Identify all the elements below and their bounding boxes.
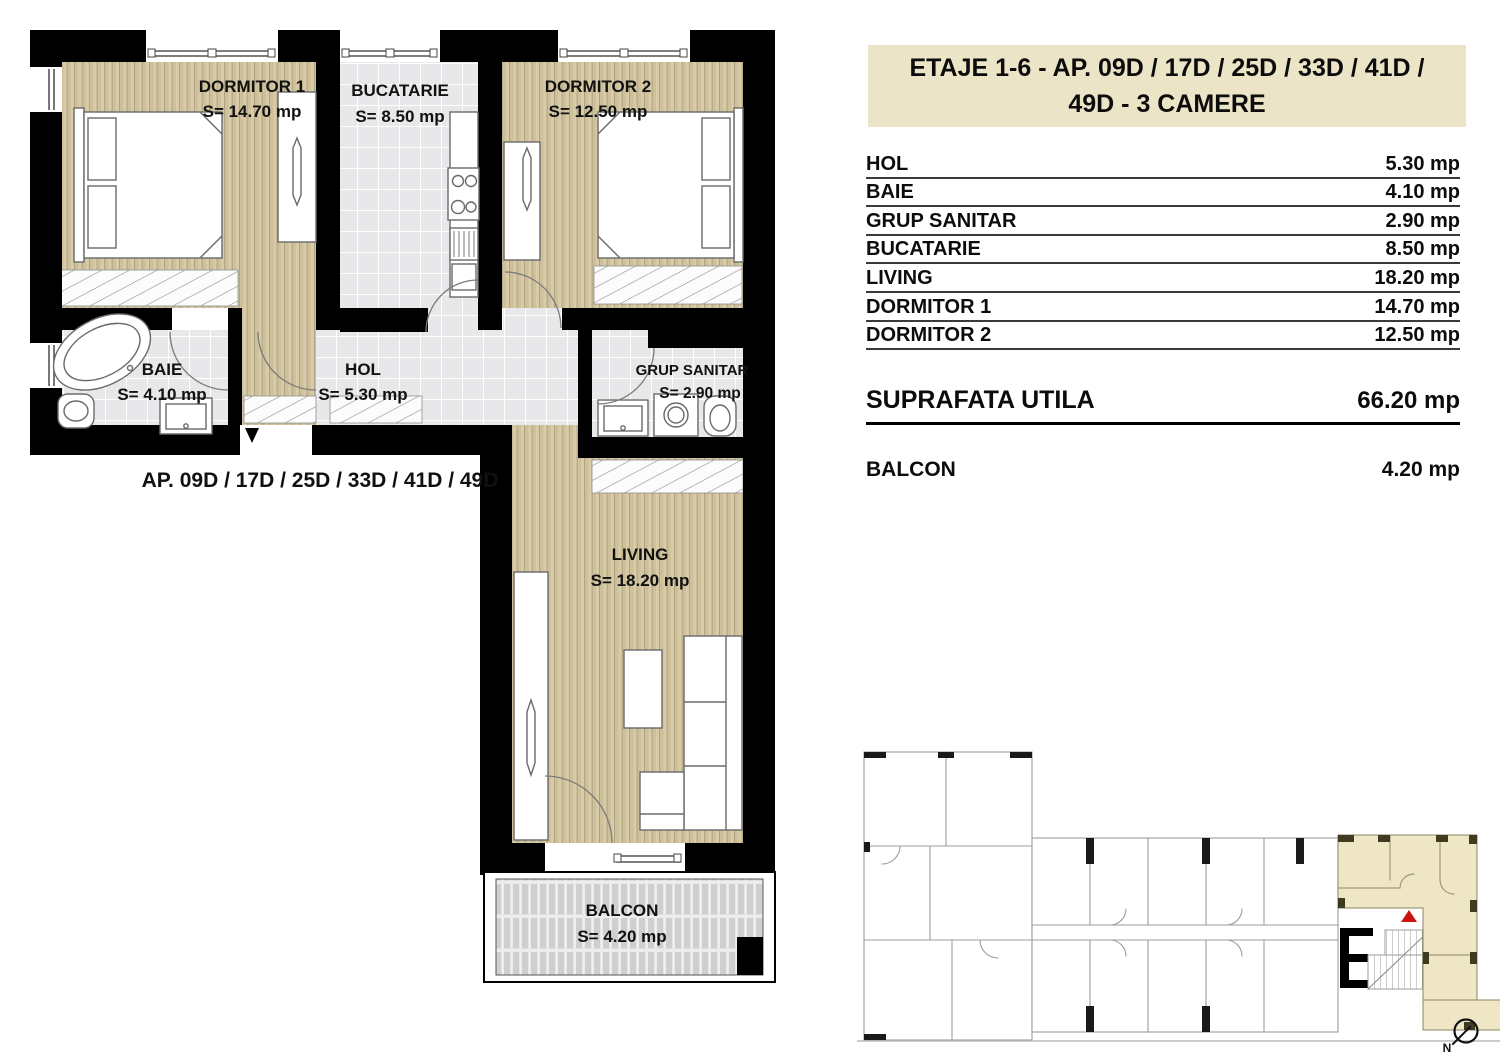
label-dormitor-1-area: S= 14.70 mp (202, 102, 302, 121)
total-label: SUPRAFATA UTILA (866, 386, 1095, 414)
dormitor2-door-floor (503, 308, 561, 330)
label-grup-sanitar: GRUP SANITAR (635, 362, 749, 379)
balcony-door-opening (545, 843, 612, 875)
area-table (866, 150, 1460, 350)
table-row (866, 293, 1460, 322)
label-living-area: S= 18.20 mp (590, 571, 690, 590)
label-balcon: BALCON (585, 901, 659, 920)
table-row (866, 264, 1460, 293)
row-label: GRUP SANITAR (866, 209, 1017, 232)
overview-mid-bar (1032, 838, 1338, 1032)
row-value: 12.50 mp (1374, 324, 1460, 347)
title-line-1: ETAJE 1-6 - AP. 09D / 17D / 25D / 33D / 41D / (909, 54, 1425, 82)
unit-marker-icon (1401, 910, 1417, 922)
radiator-1-icon (293, 138, 301, 205)
label-baie: BAIE (141, 360, 183, 379)
table-row (866, 150, 1460, 179)
balcony-area-row (866, 458, 1460, 482)
row-label: DORMITOR 2 (866, 324, 992, 347)
label-bucatarie-area: S= 8.50 mp (355, 107, 445, 126)
row-label: BAIE (866, 181, 914, 204)
label-dormitor-2: DORMITOR 2 (544, 77, 652, 96)
total-usable-area-row (866, 386, 1460, 425)
overview-left-wing (864, 752, 1032, 1040)
total-value: 66.20 mp (1357, 387, 1460, 414)
balcony-value: 4.20 mp (1381, 458, 1460, 481)
living-radiator-strip (592, 460, 743, 493)
row-value: 4.10 mp (1385, 181, 1460, 204)
row-value: 18.20 mp (1374, 266, 1460, 289)
table-row (866, 322, 1460, 351)
coffee-table-icon (624, 650, 662, 728)
building-overview (858, 752, 1500, 1055)
title-line-2: 49D - 3 CAMERE (1068, 90, 1266, 118)
overview-stairs (1368, 930, 1428, 989)
table-row (866, 236, 1460, 265)
sink-gs-icon (598, 400, 648, 436)
row-label: LIVING (866, 266, 933, 289)
label-bucatarie: BUCATARIE (351, 81, 449, 100)
row-value: 14.70 mp (1374, 295, 1460, 318)
rug-dormitor-2 (594, 266, 742, 304)
label-dormitor-2-area: S= 12.50 mp (548, 102, 648, 121)
hol-living-passage (512, 425, 578, 455)
window-side-dormitor-1 (30, 67, 62, 112)
radiator-living-icon (527, 700, 535, 775)
plan-caption: AP. 09D / 17D / 25D / 33D / 41D / 49D (141, 469, 499, 492)
apartment-plan (30, 30, 775, 982)
window-dormitor-2 (558, 30, 690, 62)
kitchen-counter (448, 112, 479, 297)
label-hol-area: S= 5.30 mp (318, 385, 408, 404)
toilet-2-icon (704, 396, 736, 436)
title-banner (868, 45, 1466, 127)
table-row (866, 179, 1460, 208)
label-dormitor-1: DORMITOR 1 (198, 77, 306, 96)
rug-dormitor-1 (56, 270, 238, 306)
gs-door-floor (592, 330, 648, 348)
north-label: N (1442, 1041, 1452, 1055)
row-value: 5.30 mp (1385, 152, 1460, 175)
row-label: HOL (866, 152, 909, 175)
toilet-1-icon (58, 394, 94, 428)
balcony-label: BALCON (866, 458, 956, 481)
window-living-balcony (612, 843, 685, 875)
label-hol: HOL (345, 360, 381, 379)
wardrobe-2 (504, 142, 540, 260)
window-bucatarie (340, 30, 440, 62)
window-dormitor-1 (146, 30, 278, 62)
label-baie-area: S= 4.10 mp (117, 385, 207, 404)
bed-1-icon (74, 108, 222, 262)
row-label: DORMITOR 1 (866, 295, 992, 318)
label-grup-sanitar-area: S= 2.90 mp (659, 385, 741, 402)
table-row (866, 207, 1460, 236)
kitchen-door-floor (428, 308, 478, 332)
entry-mat-1 (244, 396, 316, 423)
radiator-2-icon (523, 148, 531, 210)
row-label: BUCATARIE (866, 238, 981, 261)
label-living: LIVING (611, 545, 669, 564)
bed-2-icon (598, 108, 743, 262)
row-value: 2.90 mp (1385, 209, 1460, 232)
label-balcon-area: S= 4.20 mp (577, 927, 667, 946)
row-value: 8.50 mp (1385, 238, 1460, 261)
